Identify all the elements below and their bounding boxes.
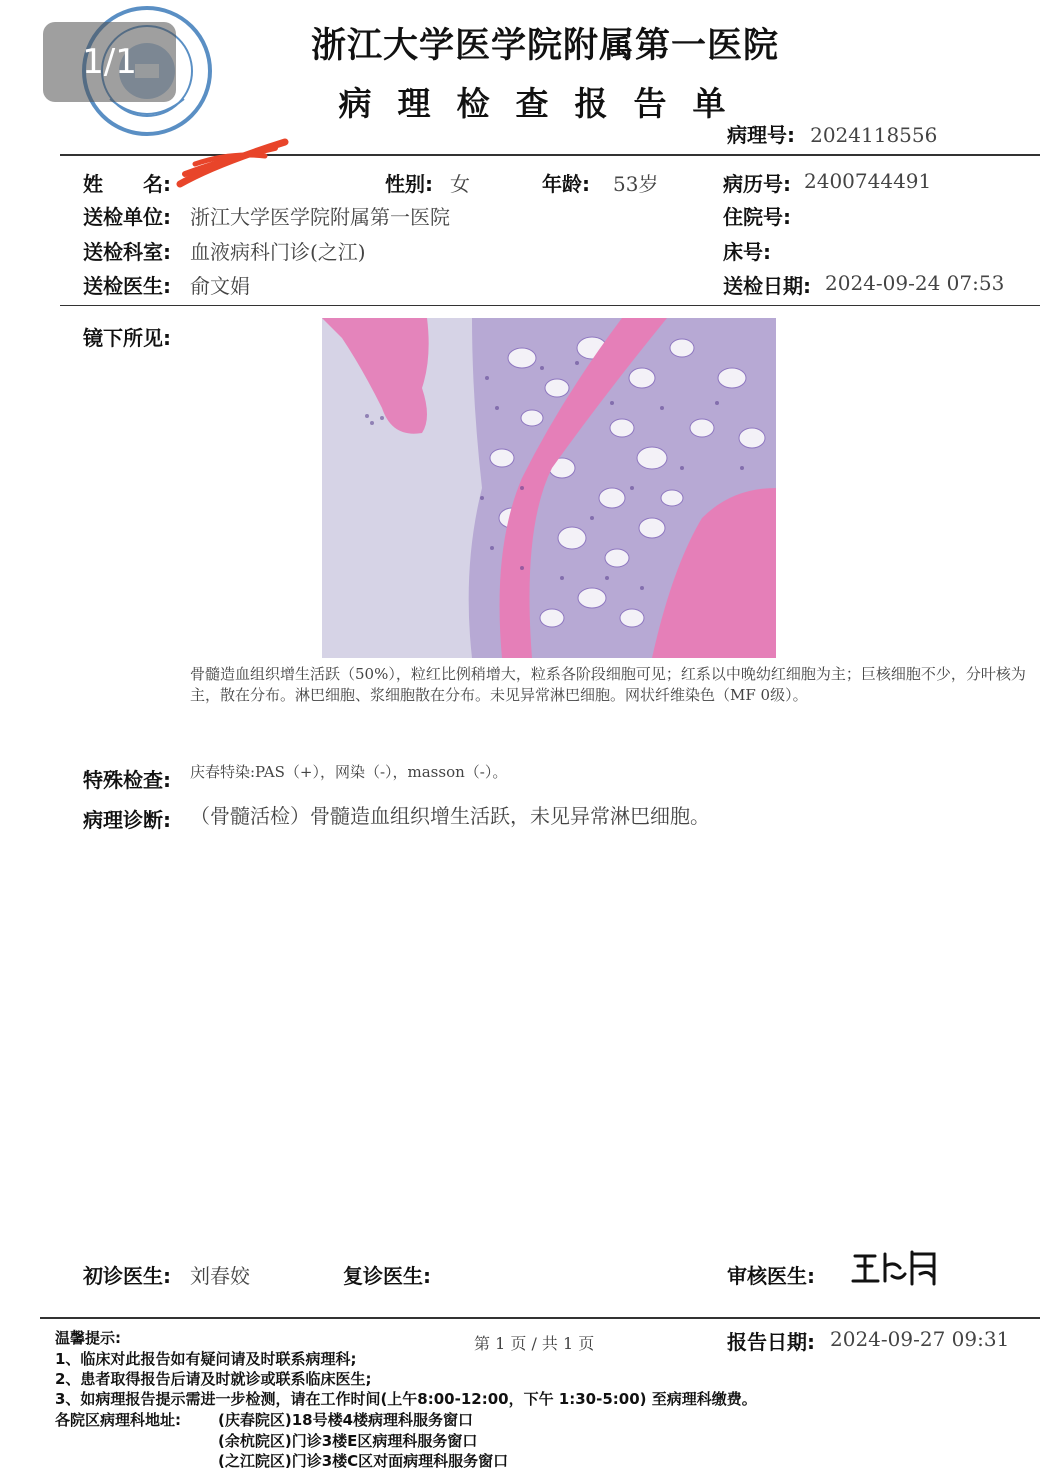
address-yuhang: (余杭院区)门诊3楼E区病理科服务窗口: [218, 1432, 478, 1450]
notice-item-1: 1、临床对此报告如有疑问请及时联系病理科;: [55, 1350, 357, 1368]
microscopy-image: [322, 318, 776, 658]
unit-label: 送检单位:: [83, 205, 171, 229]
address-zhijiang: (之江院区)门诊3楼C区对面病理科服务窗口: [218, 1452, 509, 1470]
address-qingchun: (庆春院区)18号楼4楼病理科服务窗口: [218, 1411, 474, 1429]
name-redaction-scribble: [175, 134, 295, 194]
diagnosis-text: （骨髓活检）骨髓造血组织增生活跃，未见异常淋巴细胞。: [190, 804, 710, 828]
inpatient-label: 住院号:: [723, 205, 791, 229]
findings-label: 镜下所见:: [83, 326, 171, 350]
name-label: 姓 名:: [83, 172, 171, 196]
doctor-label: 送检医生:: [83, 274, 171, 298]
bed-label: 床号:: [723, 240, 771, 264]
report-title: 病理检查报告单: [338, 84, 752, 123]
doctor-value: 俞文娟: [190, 274, 250, 298]
gender-label: 性别:: [385, 172, 433, 196]
pathology-number-value: 2024118556: [810, 123, 938, 147]
dept-label: 送检科室:: [83, 240, 171, 264]
special-exam-text: 庆春特染:PAS（+），网染（-），masson（-）。: [190, 763, 508, 781]
footer-divider: [40, 1317, 1040, 1319]
age-label: 年龄:: [542, 172, 590, 196]
initial-doctor-value: 刘春姣: [190, 1264, 250, 1288]
audit-signature: [850, 1246, 940, 1288]
record-number-label: 病历号:: [723, 172, 791, 196]
date-value: 2024-09-24 07:53: [825, 271, 1005, 295]
date-label: 送检日期:: [723, 274, 811, 298]
audit-doctor-label: 审核医生:: [727, 1264, 815, 1288]
gender-value: 女: [450, 172, 470, 196]
dept-value: 血液病科门诊(之江): [190, 240, 366, 264]
age-value: 53岁: [613, 172, 659, 196]
pathology-number: [727, 119, 937, 148]
microscopy-illustration: [322, 318, 776, 658]
notice-title: 温馨提示:: [55, 1329, 121, 1347]
findings-text: 骨髓造血组织增生活跃（50%），粒红比例稍增大，粒系各阶段细胞可见；红系以中晚幼红细胞为主；巨核细胞不少，分叶核为主，散在分布。淋巴细胞、浆细胞散在分布。未见异常淋巴细胞。网状纤维染色（MF 0级）。: [190, 665, 1026, 704]
info-divider: [60, 305, 1040, 306]
page-info: 第 1 页 / 共 1 页: [474, 1334, 595, 1353]
hospital-name: 浙江大学医学院附属第一医院: [310, 26, 779, 66]
diagnosis-label: 病理诊断:: [83, 808, 171, 832]
special-exam-label: 特殊检查:: [83, 768, 171, 792]
report-date-label: 报告日期:: [727, 1330, 815, 1354]
report-date-value: 2024-09-27 09:31: [830, 1327, 1010, 1351]
address-label: 各院区病理科地址:: [55, 1411, 181, 1429]
notice-item-3: 3、如病理报告提示需进一步检测，请在工作时间(上午8:00-12:00，下午 1:30-5:00) 至病理科缴费。: [55, 1390, 757, 1408]
initial-doctor-label: 初诊医生:: [83, 1264, 171, 1288]
review-doctor-label: 复诊医生:: [343, 1264, 431, 1288]
unit-value: 浙江大学医学院附属第一医院: [190, 205, 450, 229]
record-number-value: 2400744491: [804, 169, 932, 193]
page-indicator: 1/1: [82, 42, 137, 82]
notice-item-2: 2、患者取得报告后请及时就诊或联系临床医生;: [55, 1370, 372, 1388]
pathology-number-label: 病理号:: [727, 123, 795, 147]
